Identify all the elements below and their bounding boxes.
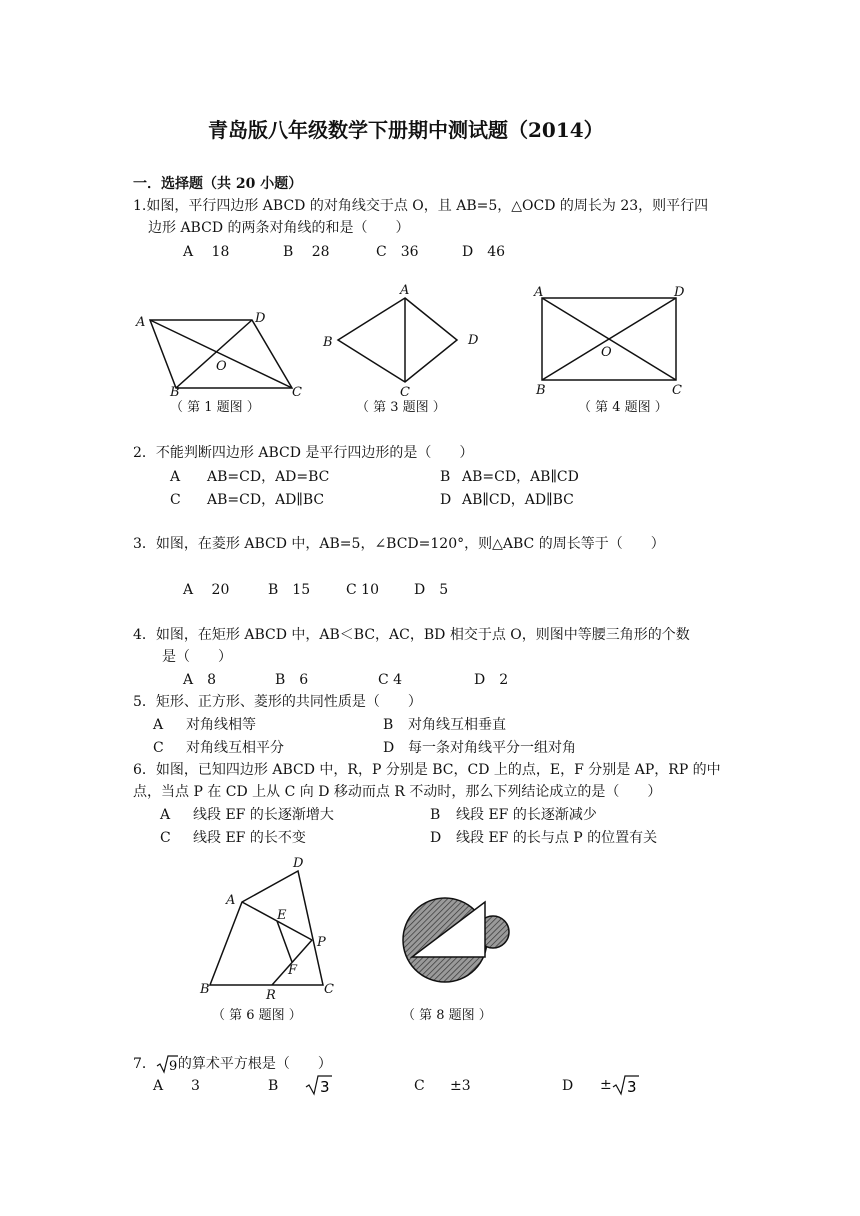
q7-option-a-text: 3	[191, 1078, 200, 1094]
figure-q8-circles	[398, 880, 518, 1000]
q5-option-b-text: 对角线互相垂直	[408, 717, 506, 733]
label-e: E	[277, 908, 287, 923]
q2-text: 2．不能判断四边形 ABCD 是平行四边形的是（ ）	[133, 445, 474, 461]
label-c: C	[400, 385, 410, 398]
caption-fig6: （ 第 6 题图 ）	[212, 1008, 302, 1023]
q4-option-c: C 4	[378, 672, 403, 688]
label-c: C	[672, 383, 682, 398]
caption-fig1: （ 第 1 题图 ）	[170, 400, 260, 415]
q4-option-d: D 2	[474, 672, 509, 688]
label-r: R	[266, 988, 276, 1003]
q7-option-c-text: ±3	[450, 1078, 471, 1094]
label-a: A	[136, 315, 146, 330]
q3-text: 3．如图，在菱形 ABCD 中，AB=5，∠BCD=120°，则△ABC 的周长等于（ ）	[133, 536, 665, 552]
q1-option-b: B 28	[283, 244, 330, 260]
label-b: B	[200, 982, 210, 997]
sqrt-symbol	[156, 1054, 178, 1074]
q4-text-line2: 是（ ）	[162, 649, 232, 665]
label-c: C	[292, 385, 302, 400]
label-d: D	[255, 311, 266, 326]
label-a: A	[534, 285, 544, 300]
q5-option-c-letter: C	[153, 740, 164, 756]
q3-option-d: D 5	[414, 582, 449, 598]
label-o: O	[601, 345, 612, 360]
q2-option-a-letter: A	[170, 469, 181, 485]
label-f: F	[288, 963, 298, 978]
q1-option-a: A 18	[183, 244, 230, 260]
q6-text-line1: 6．如图，已知四边形 ABCD 中，R，P 分别是 BC，CD 上的点，E，F 分别是 AP，RP 的中	[133, 762, 721, 778]
diagonal-bd	[176, 320, 252, 388]
q6-option-c-text: 线段 EF 的长不变	[193, 830, 306, 846]
q7-option-b-radicand: 3	[320, 1078, 330, 1096]
label-d: D	[468, 333, 479, 348]
q7-option-d-letter: D	[562, 1078, 574, 1094]
q5-option-c-text: 对角线互相平分	[186, 740, 284, 756]
q6-option-a-text: 线段 EF 的长逐渐增大	[193, 807, 334, 823]
sqrt-symbol	[612, 1074, 640, 1096]
caption-fig4: （ 第 4 题图 ）	[578, 400, 668, 415]
label-b: B	[170, 385, 180, 400]
q7-option-d-value	[600, 1074, 640, 1096]
q7-prefix: 7．	[133, 1056, 156, 1072]
q5-text: 5．矩形、正方形、菱形的共同性质是（ ）	[133, 694, 422, 710]
q3-option-a: A 20	[183, 582, 230, 598]
q6-option-b-text: 线段 EF 的长逐渐减少	[456, 807, 597, 823]
figure-q1-parallelogram	[130, 300, 310, 400]
q2-option-c-text: AB=CD，AD∥BC	[207, 492, 325, 508]
q7-option-c-letter: C	[414, 1078, 425, 1094]
sqrt-symbol	[305, 1074, 333, 1096]
page-title: 青岛版八年级数学下册期中测试题（2014）	[208, 118, 604, 142]
label-p: P	[317, 935, 326, 950]
q2-option-c-letter: C	[170, 492, 181, 508]
section-heading: 一．选择题（共 20 小题）	[133, 176, 303, 192]
q2-option-d-letter: D	[440, 492, 452, 508]
q1-option-c: C 36	[376, 244, 419, 260]
caption-fig3: （ 第 3 题图 ）	[356, 400, 446, 415]
q7-suffix: 的算术平方根是（ ）	[177, 1056, 332, 1072]
q1-text-line1: 1.如图，平行四边形 ABCD 的对角线交于点 O，且 AB=5，△OCD 的周长为 23，则平行四	[133, 198, 709, 214]
q6-option-b-letter: B	[430, 807, 441, 823]
q5-option-a-letter: A	[153, 717, 164, 733]
q5-option-b-letter: B	[383, 717, 394, 733]
figure-q6-quadrilateral	[190, 850, 350, 1005]
q1-option-d: D 46	[462, 244, 506, 260]
caption-fig8: （ 第 8 题图 ）	[402, 1008, 492, 1023]
q2-option-b-text: AB=CD，AB∥CD	[462, 469, 579, 485]
q4-option-a: A 8	[183, 672, 217, 688]
q6-option-d-letter: D	[430, 830, 442, 846]
q2-option-b-letter: B	[440, 469, 451, 485]
figure-q4-rectangle	[528, 282, 698, 398]
q7-option-a-letter: A	[153, 1078, 164, 1094]
label-a: A	[400, 283, 410, 298]
label-o: O	[216, 359, 227, 374]
q6-option-d-text: 线段 EF 的长与点 P 的位置有关	[456, 830, 658, 846]
rhombus-shape	[338, 298, 457, 382]
q5-option-d-letter: D	[383, 740, 395, 756]
q7-option-b-letter: B	[268, 1078, 279, 1094]
q4-text-line1: 4．如图，在矩形 ABCD 中，AB＜BC，AC，BD 相交于点 O，则图中等腰三角形的个数	[133, 627, 690, 643]
label-c: C	[324, 982, 334, 997]
q7-text	[133, 1054, 332, 1074]
q2-option-a-text: AB=CD，AD=BC	[207, 469, 330, 485]
label-a: A	[226, 893, 236, 908]
q6-option-c-letter: C	[160, 830, 171, 846]
q1-text-line2: 边形 ABCD 的两条对角线的和是（ ）	[148, 220, 410, 236]
q3-option-b: B 15	[268, 582, 311, 598]
q7-option-d-prefix: ±	[600, 1077, 612, 1093]
label-d: D	[293, 856, 304, 871]
label-b: B	[323, 335, 333, 350]
q6-text-line2: 点，当点 P 在 CD 上从 C 向 D 移动而点 R 不动时，那么下列结论成立的是（ ）	[133, 784, 662, 800]
q7-radicand: 9	[168, 1059, 178, 1074]
q4-option-b: B 6	[275, 672, 309, 688]
q7-option-d-radicand: 3	[626, 1078, 637, 1096]
figure-q3-rhombus	[318, 282, 488, 398]
q6-option-a-letter: A	[160, 807, 171, 823]
quadrilateral-shape	[210, 871, 323, 985]
label-b: B	[536, 383, 546, 398]
q2-option-d-text: AB∥CD，AD∥BC	[462, 492, 574, 508]
q5-option-a-text: 对角线相等	[186, 717, 256, 733]
q3-option-c: C 10	[346, 582, 379, 598]
label-d: D	[674, 285, 685, 300]
q5-option-d-text: 每一条对角线平分一组对角	[408, 740, 576, 756]
q7-option-b-sqrt	[305, 1074, 333, 1101]
